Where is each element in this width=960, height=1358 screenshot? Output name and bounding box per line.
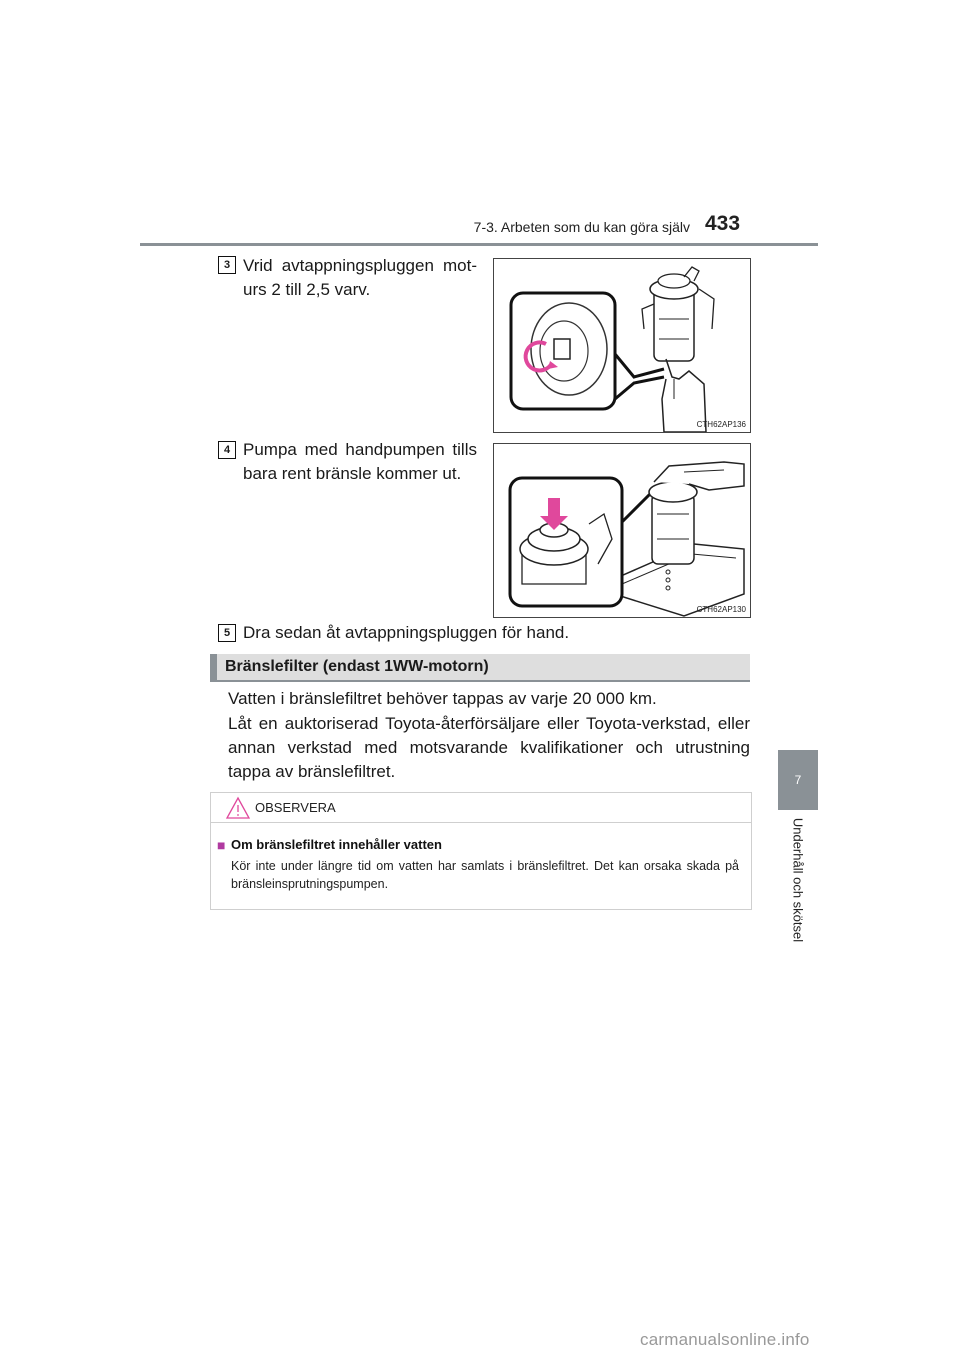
step-number-4: 4 <box>218 441 236 459</box>
chapter-title-text: Underhåll och skötsel <box>790 817 806 943</box>
step-text-4: Pumpa med handpumpen tills bara rent bränsle kommer ut. <box>243 440 477 483</box>
paragraph-workshop: Låt en auktoriserad Toyota-återförsäljare eller Toyota-verkstad, eller annan verkstad med motsvarande kvalifikationer och utrustning tappa av bränslefiltret. <box>228 714 750 781</box>
section-heading-bar <box>210 654 217 682</box>
hand-pump-illustration <box>494 444 750 617</box>
figure-drain-plug <box>493 258 751 433</box>
notice-title: OBSERVERA <box>255 800 336 815</box>
figure-code: CTH62AP130 <box>696 605 746 614</box>
warning-triangle-icon <box>225 796 251 820</box>
step-text-5: Dra sedan åt avtappningspluggen för hand. <box>243 623 570 642</box>
notice-body: Kör inte under längre tid om vatten har samlats i bränslefiltret. Det kan orsaka skada på bränsleinsprutningspumpen. <box>231 859 739 891</box>
chapter-title-vertical <box>770 780 826 980</box>
chapter-tab: 7 <box>778 750 818 810</box>
paragraph-interval: Vatten i bränslefiltret behöver tappas av varje 20 000 km. <box>228 689 657 708</box>
notice-divider <box>211 822 751 823</box>
header-rule <box>140 243 818 246</box>
footer-watermark: carmanualsonline.info <box>640 1330 810 1349</box>
notice-subheading: Om bränslefiltret innehåller vatten <box>231 837 442 852</box>
figure-code: CTH62AP136 <box>696 420 746 429</box>
figure-hand-pump <box>493 443 751 618</box>
step-text-3: Vrid avtappningspluggen mot-urs 2 till 2,5 varv. <box>243 256 477 299</box>
step-number-5: 5 <box>218 624 236 642</box>
page-number: 433 <box>705 212 741 235</box>
notice-bullet: ■ <box>217 837 226 853</box>
step-number-3: 3 <box>218 256 236 274</box>
header-section-title: 7-3. Arbeten som du kan göra själv <box>473 219 690 235</box>
section-heading-text: Bränslefilter (endast 1WW-motorn) <box>225 658 489 675</box>
drain-plug-illustration <box>494 259 750 432</box>
section-heading <box>210 654 750 682</box>
notice-box <box>210 792 752 910</box>
